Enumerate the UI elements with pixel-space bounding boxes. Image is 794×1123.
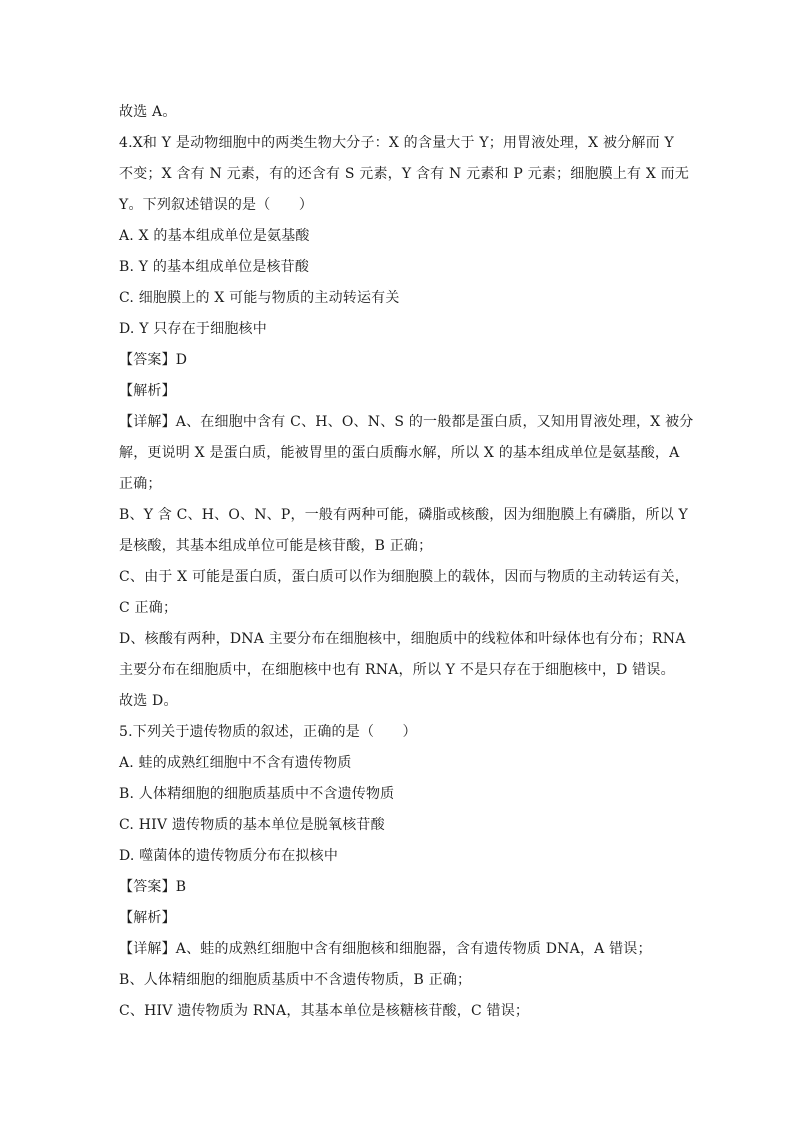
question-5-detail-line-3: C、HIV 遗传物质为 RNA，其基本单位是核糖核苷酸，C 错误； <box>119 1003 530 1019</box>
question-4-detail-line-4: B、Y 含 C、H、O、N、P，一般有两种可能，磷脂或核酸，因为细胞膜上有磷脂，所以 Y <box>119 507 688 523</box>
question-5-stem: 5.下列关于遗传物质的叙述，正确的是（ ） <box>119 724 417 740</box>
question-4-detail-line-2: 解，更说明 X 是蛋白质，能被胃里的蛋白质酶水解，所以 X 的基本组成单位是氨基酸，A <box>119 445 680 461</box>
answer-line-prev: 故选 A。 <box>119 104 177 120</box>
question-4-option-d: D. Y 只存在于细胞核中 <box>119 321 267 337</box>
question-4-analysis-heading: 【解析】 <box>119 383 176 399</box>
question-4-stem-line-3: Y。下列叙述错误的是（ ） <box>119 197 314 213</box>
question-4-detail-line-8: D、核酸有两种，DNA 主要分布在细胞核中，细胞质中的线粒体和叶绿体也有分布；RNA <box>119 631 686 647</box>
question-5-option-a: A. 蛙的成熟红细胞中不含有遗传物质 <box>119 755 352 771</box>
question-4-detail-line-1: 【详解】A、在细胞中含有 C、H、O、N、S 的一般都是蛋白质，又知用胃液处理，X 被分 <box>119 414 694 430</box>
question-5-option-c: C. HIV 遗传物质的基本单位是脱氧核苷酸 <box>119 817 385 833</box>
question-4-stem-line-2: 不变；X 含有 N 元素，有的还含有 S 元素，Y 含有 N 元素和 P 元素；细胞膜上有 X 而无 <box>119 166 690 182</box>
question-5-analysis-heading: 【解析】 <box>119 910 176 926</box>
question-4-detail-line-5: 是核酸，其基本组成单位可能是核苷酸，B 正确； <box>119 538 433 554</box>
question-4-answer: 【答案】D <box>119 352 188 368</box>
question-4-option-a: A. X 的基本组成单位是氨基酸 <box>119 228 310 244</box>
question-4-option-b: B. Y 的基本组成单位是核苷酸 <box>119 259 310 275</box>
question-4-detail-line-9: 主要分布在细胞质中，在细胞核中也有 RNA，所以 Y 不是只存在于细胞核中，D 错误。 <box>119 662 675 678</box>
question-4-option-c: C. 细胞膜上的 X 可能与物质的主动转运有关 <box>119 290 400 306</box>
question-5-answer: 【答案】B <box>119 879 187 895</box>
question-4-detail-line-6: C、由于 X 可能是蛋白质，蛋白质可以作为细胞膜上的载体，因而与物质的主动转运有关， <box>119 569 689 585</box>
question-4-detail-line-7: C 正确； <box>119 600 178 616</box>
question-5-option-d: D. 噬菌体的遗传物质分布在拟核中 <box>119 848 339 864</box>
question-5-detail-line-2: B、人体精细胞的细胞质基质中不含遗传物质，B 正确； <box>119 972 472 988</box>
question-4-detail-line-3: 正确； <box>119 476 162 492</box>
question-4-stem-line-1: 4.X和 Y 是动物细胞中的两类生物大分子：X 的含量大于 Y；用胃液处理，X 被分解而 Y <box>119 135 674 151</box>
question-5-detail-line-1: 【详解】A、蛙的成熟红细胞中含有细胞核和细胞器，含有遗传物质 DNA，A 错误； <box>119 941 652 957</box>
question-4-conclusion: 故选 D。 <box>119 693 178 709</box>
question-5-option-b: B. 人体精细胞的细胞质基质中不含遗传物质 <box>119 786 395 802</box>
